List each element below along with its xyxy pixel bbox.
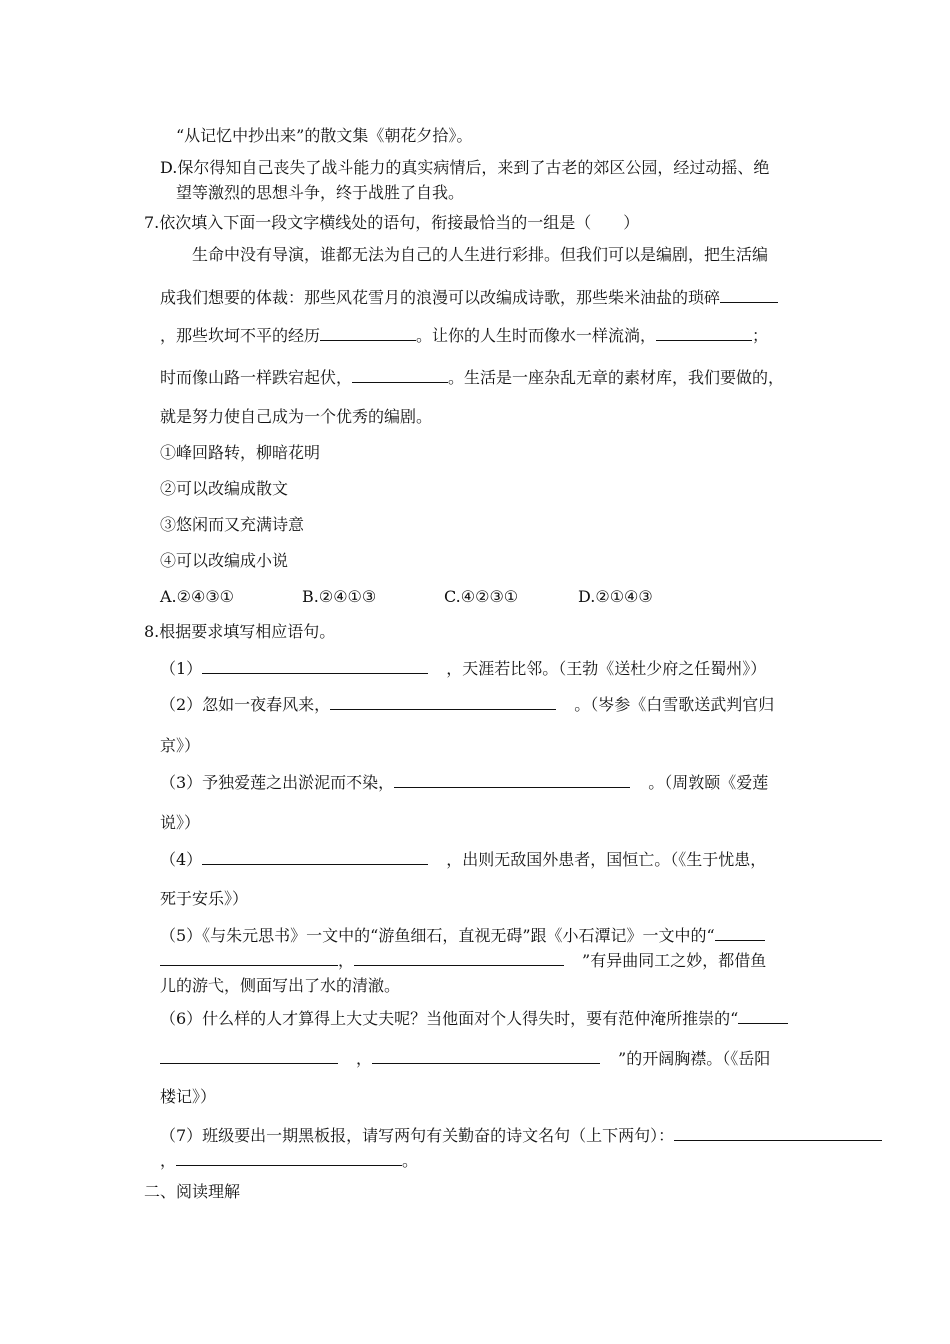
q8-sub5-comma: ， [338, 951, 355, 970]
q8-sub3-source-cont: 说》） [160, 813, 201, 832]
q8-sub2-source-cont: 京》） [160, 736, 201, 755]
q8-sub5-blank-1b[interactable] [160, 950, 338, 966]
q8-sub7-blank-1[interactable] [674, 1125, 882, 1141]
q8-sub6-source-cont: 楼记》） [160, 1087, 217, 1106]
q8-sub5-text: ”有异曲同工之妙，都借鱼 [582, 951, 767, 970]
q8-sub4-text: ，出则无敌国外患者，国恒亡。（《生于忧患， [446, 850, 767, 869]
q8-sub5-blank-1a[interactable] [715, 925, 765, 941]
q7-passage-text: 成我们想要的体裁：那些风花雪月的浪漫可以改编成诗歌，那些柴米油盐的琐碎 [160, 288, 721, 307]
q8-sub7-text: （7）班级要出一期黑板报，请写两句有关勤奋的诗文名句（上下两句）： [160, 1126, 675, 1145]
q7-passage-line4 [160, 367, 784, 388]
q8-sub1-text: ，天涯若比邻。（王勃《送杜少府之任蜀州》） [446, 659, 767, 678]
q8-sub3-blank[interactable] [394, 772, 630, 788]
q8-sub5-line2 [160, 950, 766, 971]
q7-blank-3[interactable] [656, 325, 752, 341]
q6-option-d-line1: D.保尔得知自己丧失了战斗能力的真实病情后，来到了古老的郊区公园，经过动摇、绝 [160, 158, 770, 177]
q7-blank-4[interactable] [352, 367, 448, 383]
q6-option-d-line2: 望等激烈的思想斗争，终于战胜了自我。 [176, 183, 465, 202]
q7-item-4: ④可以改编成小说 [160, 551, 289, 570]
q7-passage-text: ； [752, 326, 769, 345]
q8-sub3-source: 。（周敦颐《爱莲 [648, 773, 769, 792]
q7-passage-line2 [160, 287, 778, 308]
q8-sub7-line2 [160, 1150, 418, 1171]
q7-passage-text: 。让你的人生时而像水一样流淌， [416, 326, 657, 345]
q8-sub1 [160, 658, 766, 679]
q8-sub4-blank[interactable] [202, 849, 428, 865]
q8-sub6-source: ”的开阔胸襟。（《岳阳 [618, 1049, 771, 1068]
q7-item-1: ①峰回路转，柳暗花明 [160, 443, 321, 462]
q8-sub7-blank-2[interactable] [176, 1150, 402, 1166]
q8-sub5-line1 [160, 925, 765, 946]
q8-sub3 [160, 772, 768, 793]
q7-stem: 7.依次填入下面一段文字横线处的语句，衔接最恰当的一组是（ ） [144, 213, 640, 232]
q8-sub6-line1 [160, 1008, 788, 1029]
q8-sub2-text: （2）忽如一夜春风来， [160, 695, 331, 714]
q8-sub6-text: （6）什么样的人才算得上大丈夫呢？当他面对个人得失时，要有范仲淹所推崇的“ [160, 1009, 739, 1028]
q8-sub2-blank[interactable] [330, 694, 556, 710]
q7-passage-line1: 生命中没有导演，谁都无法为自己的人生进行彩排。但我们可以是编剧，把生活编 [192, 245, 769, 264]
q8-sub7-comma: ， [160, 1151, 177, 1170]
q7-passage-text: 。生活是一座杂乱无章的素材库，我们要做的， [448, 368, 785, 387]
q8-sub3-text: （3）予独爱莲之出淤泥而不染， [160, 773, 395, 792]
q8-sub7-period: 。 [402, 1151, 419, 1170]
q7-option-a[interactable]: A.②④③① [160, 587, 235, 606]
q6-option-c-continued: “从记忆中抄出来”的散文集《朝花夕拾》。 [176, 126, 473, 145]
q8-sub6-blank-1a[interactable] [738, 1008, 788, 1024]
section-2-heading: 二、阅读理解 [144, 1182, 241, 1201]
q8-sub2 [160, 694, 774, 715]
q7-passage-text: ，那些坎坷不平的经历 [160, 326, 321, 345]
q8-stem: 8.根据要求填写相应语句。 [144, 622, 336, 641]
q7-passage-line3 [160, 325, 768, 346]
q7-option-c[interactable]: C.④②③① [444, 587, 519, 606]
q8-sub6-blank-2[interactable] [372, 1048, 600, 1064]
q7-passage-line5: 就是努力使自己成为一个优秀的编剧。 [160, 407, 433, 426]
q8-sub6-comma: ， [356, 1049, 373, 1068]
q8-sub6-blank-1b[interactable] [160, 1048, 338, 1064]
q8-sub1-blank[interactable] [202, 658, 428, 674]
q7-item-3: ③悠闲而又充满诗意 [160, 515, 305, 534]
q8-sub4 [160, 849, 766, 870]
q8-sub7-line1 [160, 1125, 882, 1146]
q8-sub4-source-cont: 死于安乐》） [160, 889, 249, 908]
q7-option-b[interactable]: B.②④①③ [302, 587, 377, 606]
q8-sub1-number: （1） [160, 659, 203, 678]
q8-sub5-line3: 儿的游弋，侧面写出了水的清澈。 [160, 976, 401, 995]
q8-sub4-number: （4） [160, 850, 203, 869]
q7-option-d[interactable]: D.②①④③ [578, 587, 653, 606]
q8-sub2-source: 。（岑参《白雪歌送武判官归 [574, 695, 775, 714]
q7-passage-text: 时而像山路一样跌宕起伏， [160, 368, 353, 387]
q7-item-2: ②可以改编成散文 [160, 479, 289, 498]
q7-blank-2[interactable] [320, 325, 416, 341]
q8-sub6-line2 [160, 1048, 770, 1069]
q8-sub5-text: （5）《与朱元思书》一文中的“游鱼细石，直视无碍”跟《小石潭记》一文中的“ [160, 926, 715, 945]
q7-blank-1[interactable] [720, 287, 778, 303]
q8-sub5-blank-2[interactable] [354, 950, 564, 966]
